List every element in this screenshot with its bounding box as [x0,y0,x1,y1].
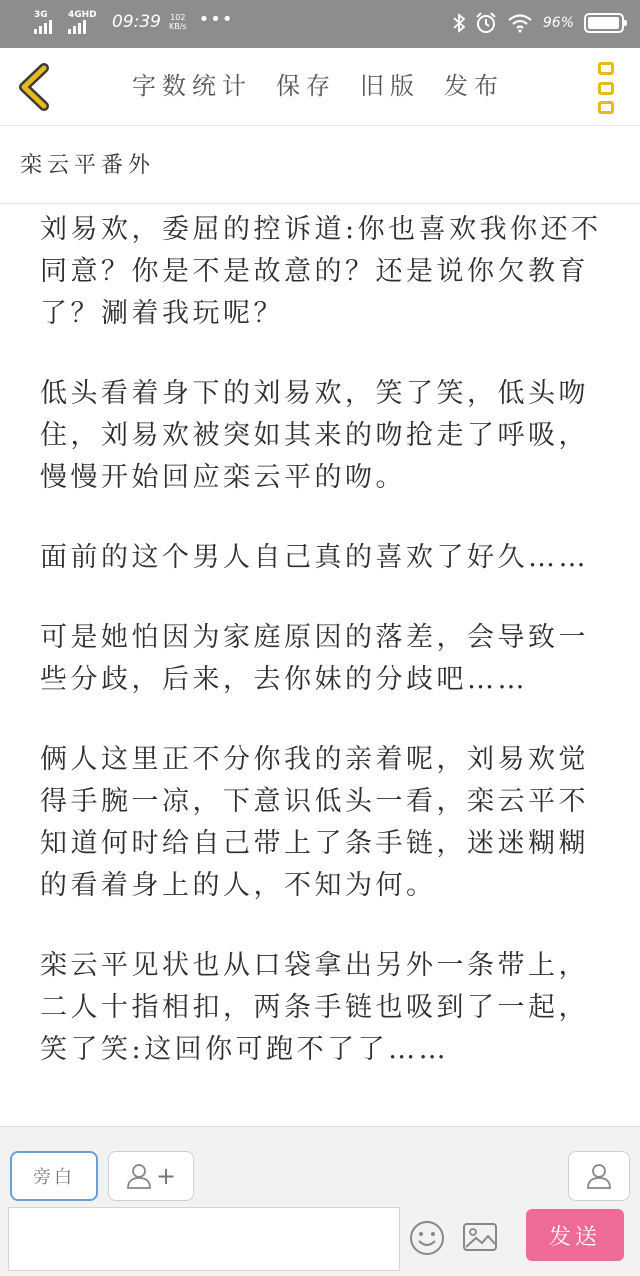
status-time: 09:39 [112,12,161,32]
network-speed-unit: KB/s [169,22,187,31]
wifi-icon [507,13,533,33]
save-button[interactable]: 保存 [276,72,336,100]
chapter-title-row[interactable] [0,126,640,204]
back-button[interactable] [12,62,58,112]
role-select-button[interactable] [568,1151,630,1201]
publish-button[interactable]: 发布 [444,72,504,100]
user-icon [586,1163,612,1189]
battery-fill [588,17,619,29]
status-bar [0,0,640,48]
composer-bar [0,1126,640,1276]
image-button[interactable] [462,1221,498,1253]
notification-dots: ••• [198,8,234,30]
more-dot-icon [598,62,614,75]
story-paragraph: 俩人这里正不分你我的亲着呢，刘易欢觉得手腕一凉，下意识低头一看，栾云平不知道何时给自己带上了条手链，迷迷糊糊的看着身上的人，不知为何。 [40,744,589,901]
message-input[interactable] [8,1207,400,1271]
more-dot-icon [598,101,614,114]
chapter-title[interactable]: 栾云平番外 [20,153,156,178]
alarm-icon [475,12,497,34]
story-paragraph: 可是她怕因为家庭原因的落差，会导致一些分歧，后来，去你妹的分歧吧…… [40,622,589,695]
toolbar-menu [132,66,528,101]
more-dot-icon [598,82,614,95]
network-speed-value: 102 [170,13,186,22]
battery-percent: 96% [542,15,574,31]
aside-button[interactable]: 旁白 [10,1151,98,1201]
editor-toolbar [0,48,640,126]
bluetooth-icon [453,13,465,33]
story-paragraph: 面前的这个男人自己真的喜欢了好久…… [40,542,589,573]
signal-4g-icon [68,10,102,34]
signal-3g-icon [34,10,62,34]
network-label-4g: 4GHD [68,10,97,20]
story-paragraph: 刘易欢，委屈的控诉道:你也喜欢我你还不同意？你是不是故意的？还是说你欠教育了？涮着我玩呢？ [40,214,602,329]
send-button[interactable]: 发送 [526,1209,624,1261]
network-speed [169,13,187,31]
image-icon [462,1221,498,1253]
network-label-3g: 3G [34,10,48,20]
chevron-left-icon [12,62,58,112]
plus-icon: + [155,1162,177,1190]
story-content[interactable] [40,204,608,1124]
story-paragraph: 低头看着身下的刘易欢，笑了笑，低头吻住，刘易欢被突如其来的吻抢走了呼吸，慢慢开始回应栾云平的吻。 [40,378,589,493]
user-icon [126,1163,152,1189]
smiley-icon [408,1219,446,1257]
battery-icon [584,13,624,33]
more-menu-button[interactable] [598,62,616,114]
word-count-button[interactable]: 字数统计 [132,72,252,100]
story-paragraph: 栾云平见状也从口袋拿出另外一条带上，二人十指相扣，两条手链也吸到了一起，笑了笑:这回你可跑不了了…… [40,950,589,1065]
add-role-button[interactable] [108,1151,194,1201]
old-version-button[interactable]: 旧版 [360,72,420,100]
emoji-button[interactable] [408,1219,446,1257]
